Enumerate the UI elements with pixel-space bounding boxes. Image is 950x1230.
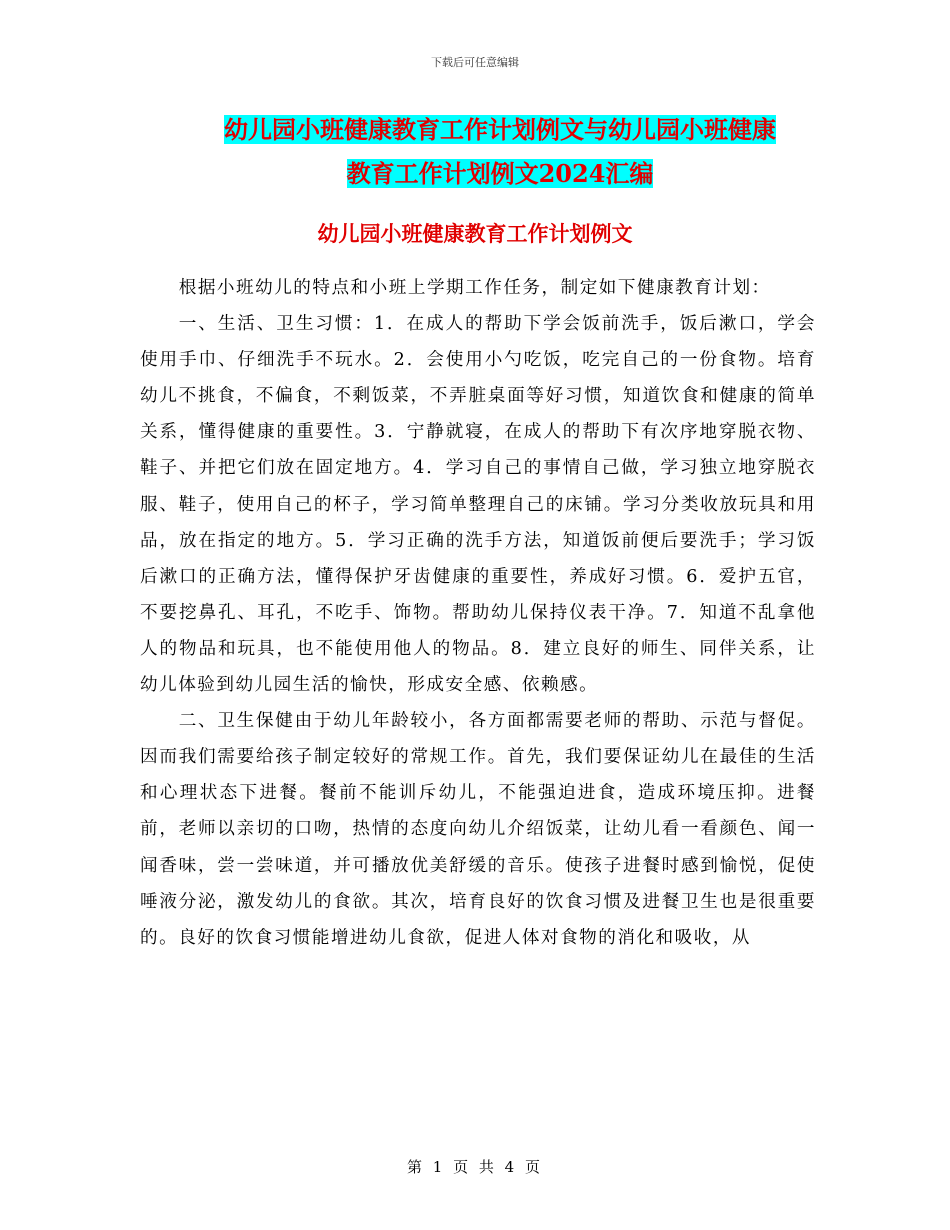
- paragraph-health-care: 二、卫生保健由于幼儿年龄较小，各方面都需要老师的帮助、示范与督促。因而我们需要给孩子制定较好的常规工作。首先，我们要保证幼儿在最佳的生活和心理状态下进餐。餐前不能训斥幼儿，不能强迫进食，造成环境压抑。进餐前，老师以亲切的口吻，热情的态度向幼儿介绍饭菜，让幼儿看一看颜色、闻一闻香味，尝一尝味道，并可播放优美舒缓的音乐。使孩子进餐时感到愉悦，促使唾液分泌，激发幼儿的食欲。其次，培育良好的饮食习惯及进餐卫生也是很重要的。良好的饮食习惯能增进幼儿食欲，促进人体对食物的消化和吸收，从: [140, 711, 816, 948]
- paragraph-intro: 根据小班幼儿的特点和小班上学期工作任务，制定如下健康教育计划：: [178, 278, 771, 298]
- paragraph-habits: 一、生活、卫生习惯：1．在成人的帮助下学会饭前洗手，饭后漱口，学会使用手巾、仔细洗手不玩水。2．会使用小勺吃饭，吃完自己的一份食物。培育幼儿不挑食，不偏食，不剩饭菜，不弄脏桌面等好习惯，知道饮食和健康的简单关系，懂得健康的重要性。3．宁静就寝，在成人的帮助下有次序地穿脱衣物、鞋子、并把它们放在固定地方。4．学习自己的事情自己做，学习独立地穿脱衣服、鞋子，使用自己的杯子，学习简单整理自己的床铺。学习分类收放玩具和用品，放在指定的地方。5．学习正确的洗手方法，知道饭前便后要洗手；学习饭后漱口的正确方法，懂得保护牙齿健康的重要性，养成好习惯。6．爱护五官，不要挖鼻孔、耳孔，不吃手、饰物。帮助幼儿保持仪表干净。7．知道不乱拿他人的物品和玩具，也不能使用他人的物品。8．建立良好的师生、同伴关系，让幼儿体验到幼儿园生活的愉快，形成安全感、依赖感。: [140, 314, 816, 696]
- title-line-1: 幼儿园小班健康教育工作计划例文与幼儿园小班健康: [224, 115, 776, 144]
- document-title: [150, 108, 850, 196]
- page-header: 下载后可任意编辑: [431, 56, 519, 69]
- section-title: 幼儿园小班健康教育工作计划例文: [317, 221, 633, 246]
- page-footer: 第 1 页 共 4 页: [407, 1158, 543, 1176]
- title-line-2: 教育工作计划例文2024汇编: [346, 159, 654, 188]
- document-body: [140, 270, 816, 956]
